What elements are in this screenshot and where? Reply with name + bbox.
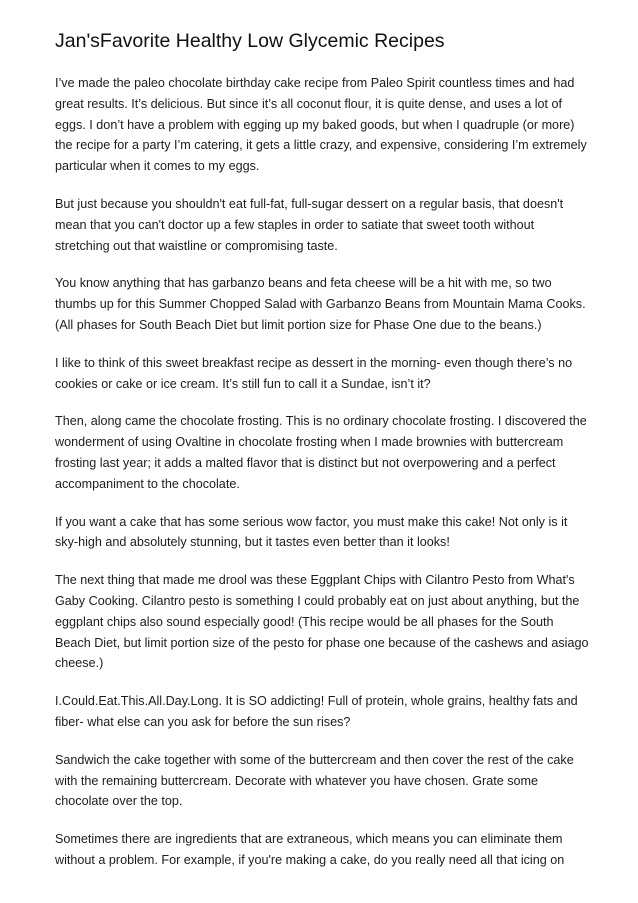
paragraph: The next thing that made me drool was these Eggplant Chips with Cilantro Pesto from What's Gaby Cooking. Cilantro pesto is something I could probably eat on just about anything, but the eggplant chips also sound especially good! (This recipe would be all phases for the South Beach Diet, but limit portion size of the pesto for phase one because of the cashews and asiago cheese.) — [55, 573, 589, 671]
paragraph: If you want a cake that has some serious wow factor, you must make this cake! Not only is it sky-high and absolutely stunning, but it tastes even better than it looks! — [55, 514, 568, 550]
paragraph: Sometimes there are ingredients that are extraneous, which means you can eliminate them without a problem. For example, if you're making a cake, do you really need all that icing on — [55, 832, 565, 867]
paragraph: You know anything that has garbanzo beans and feta cheese will be a hit with me, so two thumbs up for this Summer Chopped Salad with Garbanzo Beans from Mountain Mama Cooks. (All phases for South Beach Diet but limit portion size for Phase One due to the beans.) — [55, 276, 586, 332]
paragraph: Then, along came the chocolate frosting. This is no ordinary chocolate frosting. I discovered the wonderment of using Ovaltine in chocolate frosting when I made brownies with buttercream frosting last year; it adds a malted flavor that is distinct but not overpowering and a perfect accompaniment to the chocolate. — [55, 414, 587, 491]
paragraph: Sandwich the cake together with some of the buttercream and then cover the rest of the cake with the remaining buttercream. Decorate with whatever you have chosen. Grate some chocolate over the top. — [55, 752, 574, 809]
document-body — [55, 73, 590, 871]
paragraph: But just because you shouldn't eat full-fat, full-sugar dessert on a regular basis, that doesn't mean that you can't doctor up a few staples in order to satiate that sweet tooth without stretching out that waistline or compromising taste. — [55, 196, 564, 253]
paragraph: I like to think of this sweet breakfast recipe as dessert in the morning- even though there’s no cookies or cake or ice cream. It’s still fun to call it a Sundae, isn’t it? — [55, 355, 573, 391]
paragraph: I’ve made the paleo chocolate birthday cake recipe from Paleo Spirit countless times and had great results. It’s delicious. But since it’s all coconut flour, it is quite dense, and uses a lot of eggs. I don’t have a problem with egging up my baked goods, but when I quadruple (or more) the recipe for a party I’m catering, it gets a little crazy, and expensive, considering I’m extremely particular when it comes to my eggs. — [55, 76, 587, 174]
document-title: Jan'sFavorite Healthy Low Glycemic Recipes — [55, 30, 445, 52]
paragraph: I.Could.Eat.This.All.Day.Long. It is SO addicting! Full of protein, whole grains, healthy fats and fiber- what else can you ask for before the sun rises? — [55, 694, 578, 729]
